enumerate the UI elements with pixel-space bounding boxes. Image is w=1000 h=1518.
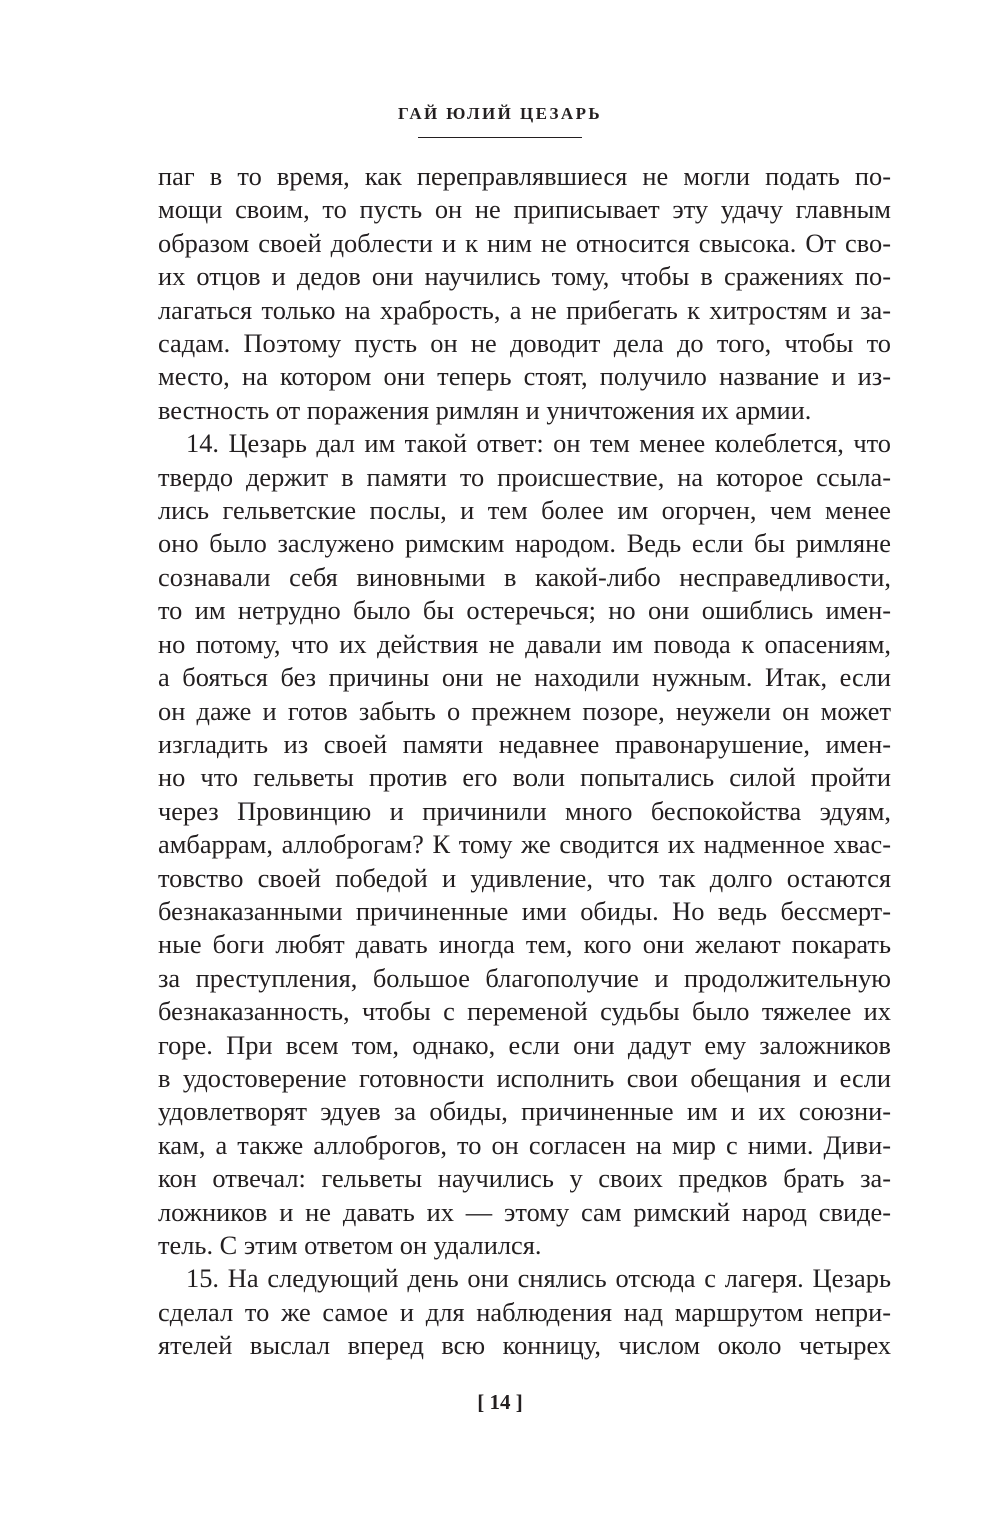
text-line: мощи своим, то пусть он не приписывает эту удачу главным: [158, 194, 891, 225]
text-line: за преступления, большое благополучие и продолжительную: [158, 962, 891, 993]
text-line: оно было заслужено римским народом. Ведь если бы римляне: [158, 528, 891, 559]
text-line: но что гельветы против его воли попытались силой пройти: [158, 762, 891, 793]
text-line: вестность от поражения римлян и уничтожения их армии.: [158, 394, 812, 425]
text-line: амбаррам, аллоброгам? К тому же сводится их надменное хвас-: [158, 829, 891, 860]
page-number: [ 14 ]: [477, 1390, 523, 1414]
running-head-rule: [418, 137, 582, 138]
text-line: кон отвечал: гельветы научились у своих предков брать за-: [158, 1163, 891, 1194]
text-line: то им нетрудно было бы остеречься; но они ошиблись имен-: [158, 595, 891, 626]
text-line: ложников и не давать их — этому сам римский народ свиде-: [158, 1196, 891, 1227]
text-line: горе. При всем том, однако, если они дадут ему заложников: [158, 1029, 891, 1060]
text-line: 14. Цезарь дал им такой ответ: он тем менее колеблется, что: [186, 428, 891, 459]
text-line: кам, а также аллоброгов, то он согласен на мир с ними. Диви-: [158, 1129, 891, 1160]
text-line: лись гельветские послы, и тем более им огорчен, чем менее: [158, 495, 891, 526]
text-line: безнаказанность, чтобы с переменой судьбы было тяжелее их: [158, 996, 891, 1027]
text-line: удовлетворят эдуев за обиды, причиненные им и их союзни-: [158, 1096, 891, 1127]
paragraph-14: [158, 427, 891, 1262]
text-line: а бояться без причины они не находили нужным. Итак, если: [158, 662, 891, 693]
text-line: ные боги любят давать иногда тем, кого они желают покарать: [158, 929, 891, 960]
text-line: садам. Поэтому пусть он не доводит дела до того, чтобы то: [158, 328, 891, 359]
text-line: товство своей победой и удивление, что так долго остаются: [158, 862, 891, 893]
paragraph-continuation: [158, 160, 891, 427]
text-line: ятелей выслал вперед всю конницу, числом около четырех: [158, 1330, 891, 1361]
text-line: тель. С этим ответом он удалился.: [158, 1230, 542, 1260]
text-line: место, на котором они теперь стоят, получило название и из-: [158, 361, 891, 392]
text-line: образом своей доблести и к ним не относится свысока. От сво-: [158, 227, 891, 258]
text-line: сделал то же самое и для наблюдения над маршрутом непри-: [158, 1296, 891, 1327]
text-line: их отцов и дедов они научились тому, чтобы в сражениях по-: [158, 261, 891, 292]
text-line: через Провинцию и причинили много беспокойства эдуям,: [158, 795, 891, 826]
text-line: но потому, что их действия не давали им повода к опасениям,: [158, 628, 891, 659]
body-text: [158, 160, 891, 1363]
text-line: изгладить из своей памяти недавнее правонарушение, имен-: [158, 728, 891, 759]
text-line: в удостоверение готовности исполнить свои обещания и если: [158, 1062, 891, 1093]
text-line: он даже и готов забыть о прежнем позоре, неужели он может: [158, 695, 891, 726]
text-line: сознавали себя виновными в какой-либо несправедливости,: [158, 561, 891, 592]
paragraph-15: [158, 1262, 891, 1362]
text-line: 15. На следующий день они снялись отсюда с лагеря. Цезарь: [186, 1263, 891, 1294]
running-head: ГАЙ ЮЛИЙ ЦЕЗАРЬ: [397, 104, 603, 123]
text-line: лагаться только на храбрость, а не прибегать к хитростям и за-: [158, 294, 891, 325]
text-line: паг в то время, как переправлявшиеся не могли подать по-: [158, 161, 891, 191]
text-line: безнаказанными причиненные ими обиды. Но ведь бессмерт-: [158, 895, 891, 926]
text-line: твердо держит в памяти то происшествие, на которое ссыла-: [158, 461, 891, 492]
